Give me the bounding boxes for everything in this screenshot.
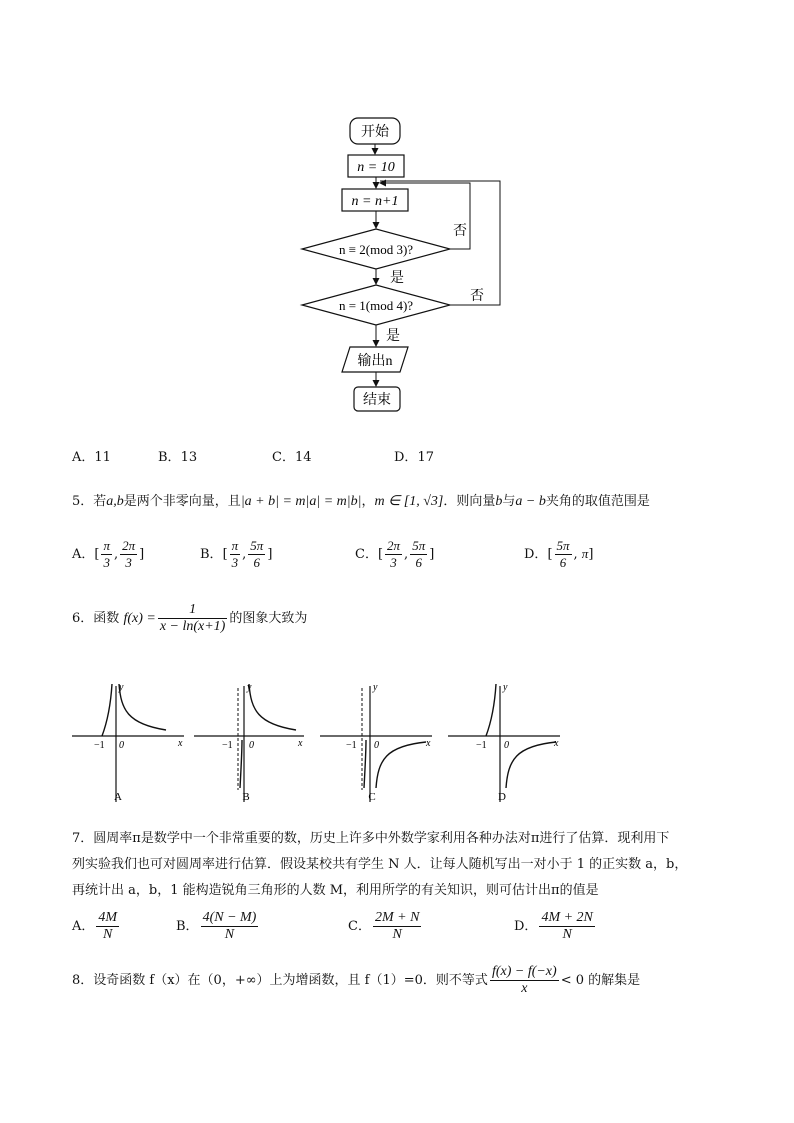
flow-start-text: 开始 — [361, 125, 389, 140]
graph-a-neg1: −1 — [94, 740, 105, 751]
q7-option-b[interactable]: B． $\frac{4(N - M)}{N}$ — [176, 910, 257, 942]
flow-cond1-text: n ≡ 2(mod 3)? — [338, 242, 414, 257]
q8-stem: 8．设奇函数 f（x）在（0，+∞）上为增函数，且 f（1）=0．则不等式 $\frac{f(x) - f(-x)}{x}$ < 0 的解集是 — [72, 964, 641, 996]
q7-line-2: 列实验我们也可对圆周率进行估算．假设某校共有学生 N 人．让每人随机写出一对小于 1 的正实数 a，b， — [72, 857, 688, 872]
graph-b-o: 0 — [249, 740, 254, 751]
q5-option-b[interactable]: B．[ $\frac{\pi}{3}$ , $\frac{5\pi}{6}$ ] — [200, 538, 273, 570]
q6-graphs — [66, 680, 586, 810]
graph-c-o: 0 — [374, 740, 379, 751]
graph-c-x: x — [426, 738, 431, 749]
q6-stem: 6．函数 f(x) = $\frac{1}{x - \ln(x+1)}$ 的图象大致为 — [72, 602, 308, 634]
q7-option-d[interactable]: D． $\frac{4M + 2N}{N}$ — [514, 910, 593, 942]
q4-option-c[interactable]: C．14 — [272, 450, 312, 465]
q7-option-c[interactable]: C． $\frac{2M + N}{N}$ — [348, 910, 420, 942]
q5-m-range: m ∈ [1, √3] — [374, 494, 444, 509]
graph-a-y: y — [119, 682, 124, 693]
graph-d[interactable] — [448, 682, 560, 803]
flow-end-text: 结束 — [363, 393, 391, 408]
graph-d-y: y — [503, 682, 508, 693]
q7-line-1: 7．圆周率π是数学中一个非常重要的数，历史上许多中外数学家利用各种办法对π进行了估算．现利用下 — [72, 831, 670, 846]
q5-condition: |a + b| = m|a| = m|b| — [240, 494, 362, 509]
graph-a-label: A — [114, 791, 122, 803]
graph-b[interactable] — [194, 682, 304, 803]
q4-option-b[interactable]: B．13 — [158, 450, 198, 465]
q5-option-c[interactable]: C．[ $\frac{2\pi}{3}$ , $\frac{5\pi}{6}$ ] — [355, 538, 435, 570]
graph-d-x: x — [554, 738, 559, 749]
q7-line-3: 再统计出 a，b，1 能构造锐角三角形的人数 M，利用所学的有关知识，则可估计出π的值是 — [72, 883, 599, 898]
graph-b-neg1: −1 — [222, 740, 233, 751]
graph-c[interactable] — [320, 682, 432, 803]
q4-option-d[interactable]: D．17 — [394, 450, 434, 465]
graph-a-x: x — [178, 738, 183, 749]
graph-b-label: B — [242, 791, 250, 803]
q6-number: 6． — [72, 611, 94, 626]
q5-option-a[interactable]: A．[ $\frac{\pi}{3}$ , $\frac{2\pi}{3}$ ] — [72, 538, 145, 570]
flow-init-text: n = 10 — [357, 160, 395, 175]
q5-stem: 5．若a,b是两个非零向量，且|a + b| = m|a| = m|b|，m ∈ [1, √3]．则向量b与a − b夹角的取值范围是 — [72, 494, 650, 509]
q4-option-a[interactable]: A．11 — [72, 450, 111, 465]
q5-option-d[interactable]: D．[ $\frac{5\pi}{6}$ , π] — [524, 538, 594, 570]
flow-no-label-2: 否 — [470, 289, 484, 304]
graph-c-label: C — [368, 791, 376, 803]
flow-no-label-1: 否 — [453, 224, 467, 239]
flow-yes-label-1: 是 — [390, 271, 404, 286]
flowchart — [290, 110, 520, 420]
flow-output-text: 输出n — [357, 354, 393, 369]
q8-number: 8． — [72, 973, 94, 988]
flow-cond2-text: n = 1(mod 4)? — [338, 298, 414, 313]
q7-option-a[interactable]: A． $\frac{4M}{N}$ — [72, 910, 118, 942]
graph-d-label: D — [498, 791, 506, 803]
q7-stem — [72, 826, 687, 904]
graph-a-o: 0 — [119, 740, 124, 751]
flow-increment-text: n = n+1 — [351, 194, 399, 209]
graph-c-neg1: −1 — [346, 740, 357, 751]
graph-d-o: 0 — [504, 740, 509, 751]
q5-vectors: a,b — [106, 494, 124, 509]
graph-c-y: y — [373, 682, 378, 693]
graph-b-y: y — [247, 682, 252, 693]
q5-number: 5． — [72, 494, 94, 509]
graph-a[interactable] — [72, 682, 184, 803]
flow-yes-label-2: 是 — [386, 329, 400, 344]
graph-d-neg1: −1 — [476, 740, 487, 751]
q7-number: 7． — [72, 831, 94, 846]
graph-b-x: x — [298, 738, 303, 749]
